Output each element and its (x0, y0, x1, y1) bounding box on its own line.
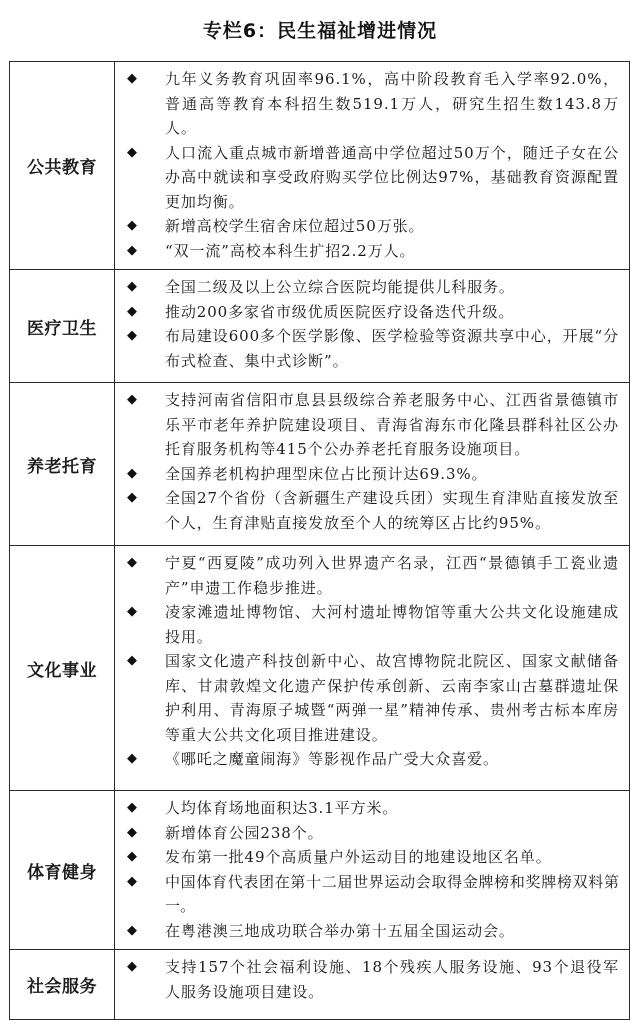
section-row-social-services (10, 950, 630, 1020)
category-label: 养老托育 (10, 383, 115, 546)
diamond-bullet-icon: ◆ (127, 242, 138, 258)
category-label: 体育健身 (10, 791, 115, 950)
diamond-bullet-icon: ◆ (127, 392, 138, 407)
list-item (127, 462, 619, 487)
category-label: 文化事业 (10, 546, 115, 791)
bullet-list (127, 796, 619, 943)
diamond-bullet-icon: ◆ (127, 71, 138, 86)
list-item (127, 821, 619, 846)
list-item (127, 324, 619, 373)
item-text: 全国27个省份（含新疆生产建设兵团）实现生育津贴直接发放至个人，生育津贴直接发放至个人的统筹区占比约95%。 (165, 489, 619, 532)
item-text: 《哪吒之魔童闹海》等影视作品广受大众喜爱。 (165, 750, 499, 768)
bullet-list (127, 955, 619, 1004)
item-text: 支持157个社会福利设施、18个残疾人服务设施、93个退役军人服务设施项目建设。 (165, 958, 619, 1001)
list-item (127, 67, 619, 141)
list-item (127, 845, 619, 870)
diamond-bullet-icon: ◆ (127, 465, 138, 481)
bullet-list (127, 67, 619, 263)
items-cell (115, 546, 630, 791)
items-cell (115, 383, 630, 546)
list-item (127, 275, 619, 300)
list-item (127, 870, 619, 919)
item-text: 人口流入重点城市新增普通高中学位超过50万个，随迁子女在公办高中就读和享受政府购买学位比例达97%，基础教育资源配置更加均衡。 (165, 143, 619, 211)
item-text: 凌家滩遗址博物馆、大河村遗址博物馆等重大公共文化设施建成投用。 (165, 603, 619, 646)
section-row-healthcare (10, 270, 630, 383)
list-item (127, 214, 619, 239)
item-text: 人均体育场地面积达3.1平方米。 (165, 799, 399, 817)
bullet-list (127, 388, 619, 535)
list-item (127, 955, 619, 1004)
diamond-bullet-icon: ◆ (127, 800, 138, 815)
section-row-culture (10, 546, 630, 791)
list-item (127, 388, 619, 462)
list-item (127, 919, 619, 944)
list-item (127, 239, 619, 264)
section-row-elderly-childcare (10, 383, 630, 546)
diamond-bullet-icon: ◆ (127, 751, 138, 766)
item-text: 九年义务教育巩固率96.1%，高中阶段教育毛入学率92.0%，普通高等教育本科招生数519.1万人，研究生招生数143.8万人。 (165, 70, 619, 137)
item-text: 在粤港澳三地成功联合举办第十五届全国运动会。 (165, 921, 515, 940)
diamond-bullet-icon: ◆ (127, 328, 138, 343)
list-item (127, 141, 619, 215)
bullet-list (127, 275, 619, 373)
item-text: 新增高校学生宿舍床位超过50万张。 (165, 217, 425, 235)
item-text: 布局建设600多个医学影像、医学检验等资源共享中心，开展“分布式检查、集中式诊断”。 (165, 327, 619, 370)
item-text: 国家文化遗产科技创新中心、故宫博物院北院区、国家文献储备库、甘肃敦煌文化遗产保护传承创新、云南李家山古墓群遗址保护利用、青海原子城暨“两弹一星”精神传承、贵州考古标本库房等重大公共文化项目推进建设。 (165, 652, 619, 744)
section-row-education (10, 62, 630, 270)
diamond-bullet-icon: ◆ (127, 873, 138, 889)
items-cell (115, 62, 630, 270)
diamond-bullet-icon: ◆ (127, 303, 138, 319)
category-label: 社会服务 (10, 950, 115, 1020)
item-text: 发布第一批49个高质量户外运动目的地建设地区名单。 (165, 848, 552, 866)
list-item (127, 747, 619, 772)
list-item (127, 300, 619, 325)
item-text: “双一流”高校本科生扩招2.2万人。 (165, 241, 416, 260)
list-item (127, 551, 619, 600)
list-item (127, 796, 619, 821)
diamond-bullet-icon: ◆ (127, 653, 138, 668)
diamond-bullet-icon: ◆ (127, 490, 138, 505)
category-label: 医疗卫生 (10, 270, 115, 383)
livelihood-table (9, 61, 630, 1020)
item-text: 支持河南省信阳市息县县级综合养老服务中心、江西省景德镇市乐平市老年养护院建设项目、青海省海东市化隆县群科社区公办托育服务机构等415个公办养老托育服务设施项目。 (165, 391, 619, 458)
section-row-sports (10, 791, 630, 950)
diamond-bullet-icon: ◆ (127, 824, 138, 840)
category-label: 公共教育 (10, 62, 115, 270)
item-text: 宁夏“西夏陵”成功列入世界遗产名录，江西“景德镇手工瓷业遗产”申遗工作稳步推进。 (165, 554, 619, 597)
diamond-bullet-icon: ◆ (127, 849, 138, 864)
diamond-bullet-icon: ◆ (127, 218, 138, 233)
item-text: 全国二级及以上公立综合医院均能提供儿科服务。 (165, 278, 515, 296)
diamond-bullet-icon: ◆ (127, 959, 138, 974)
list-item (127, 600, 619, 649)
items-cell (115, 270, 630, 383)
diamond-bullet-icon: ◆ (127, 922, 138, 938)
diamond-bullet-icon: ◆ (127, 144, 138, 160)
item-text: 全国养老机构护理型床位占比预计达69.3%。 (165, 464, 488, 483)
diamond-bullet-icon: ◆ (127, 279, 138, 294)
item-text: 推动200多家省市级优质医院医疗设备迭代升级。 (165, 302, 515, 321)
items-cell (115, 950, 630, 1020)
diamond-bullet-icon: ◆ (127, 604, 138, 619)
page-title: 专栏6：民生福祉增进情况 (202, 20, 438, 42)
list-item (127, 649, 619, 747)
list-item (127, 486, 619, 535)
item-text: 中国体育代表团在第十二届世界运动会取得金牌榜和奖牌榜双料第一。 (165, 872, 619, 915)
bullet-list (127, 551, 619, 772)
diamond-bullet-icon: ◆ (127, 555, 138, 570)
item-text: 新增体育公园238个。 (165, 823, 324, 842)
items-cell (115, 791, 630, 950)
